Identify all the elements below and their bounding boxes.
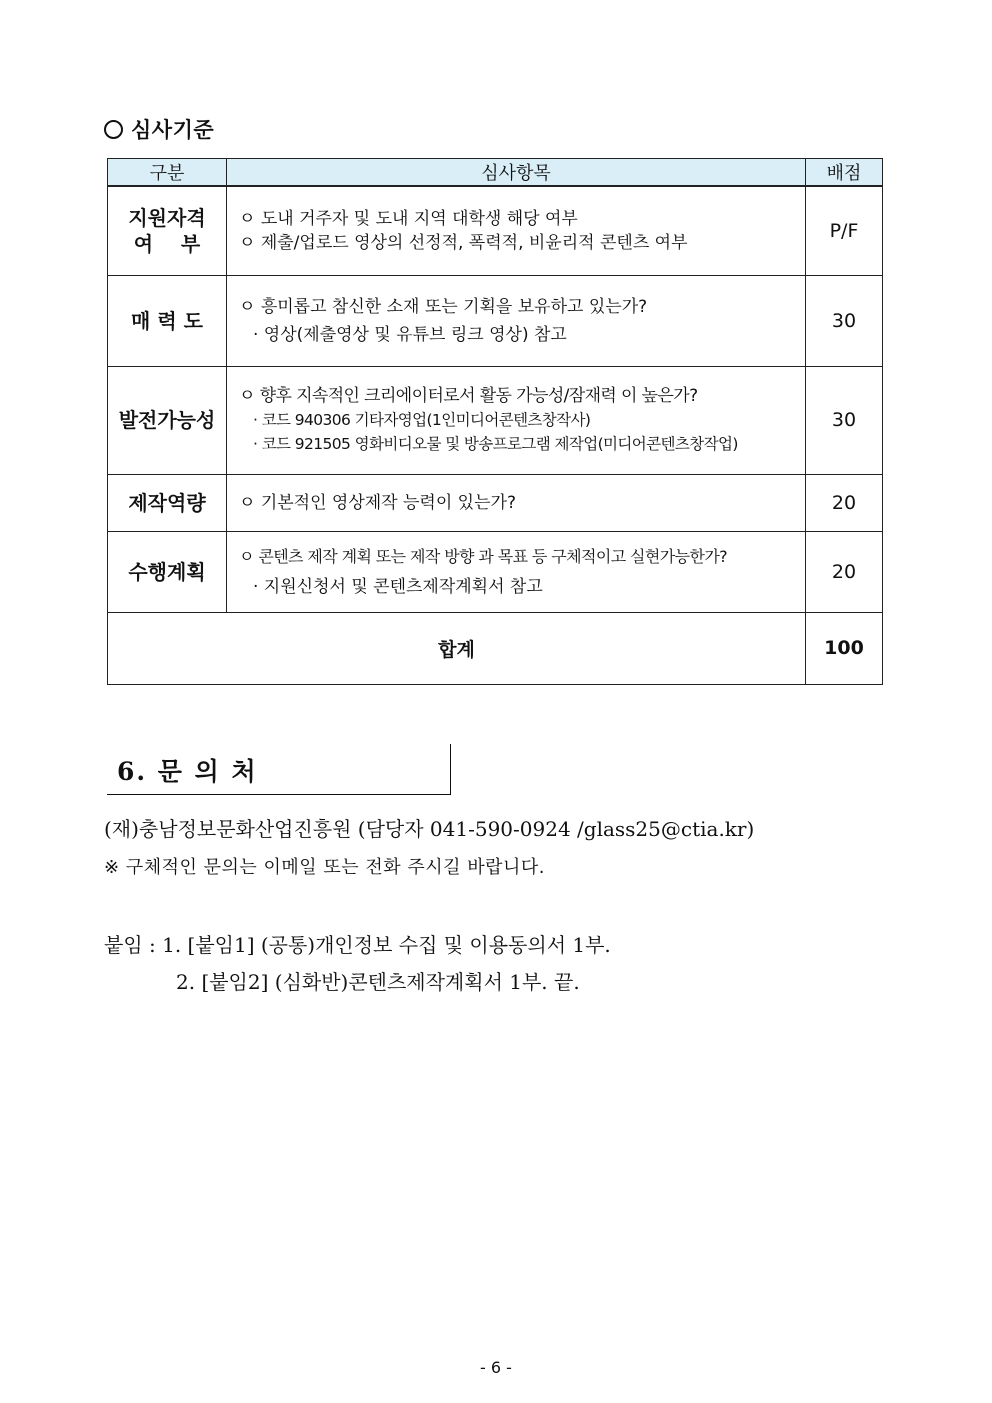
- items-cell: [227, 531, 806, 612]
- criteria-table: [107, 158, 883, 685]
- total-score: 100: [806, 612, 883, 684]
- score-cell: 20: [806, 474, 883, 531]
- page-number: - 6 -: [480, 1358, 512, 1377]
- criterion-text: ㅇ 흥미롭고 참신한 소재 또는 기획을 보유하고 있는가?: [239, 296, 648, 317]
- criterion-text: ㅇ 제출/업로드 영상의 선정적, 폭력적, 비윤리적 콘텐츠 여부: [239, 232, 688, 253]
- table-header-row: [108, 159, 883, 187]
- header-items: 심사항목: [227, 159, 806, 187]
- contact-heading-box: [107, 744, 451, 795]
- criterion-note: · 코드 921505 영화비디오물 및 방송프로그램 제작업(미디어콘텐츠창작업): [253, 435, 738, 453]
- category-cell: [108, 186, 227, 275]
- header-category: 구분: [108, 159, 227, 187]
- score-cell: 30: [806, 275, 883, 366]
- score-cell: 30: [806, 366, 883, 474]
- table-row: [108, 531, 883, 612]
- score-cell: 20: [806, 531, 883, 612]
- section-title: [104, 114, 214, 144]
- inquiry-note: ※ 구체적인 문의는 이메일 또는 전화 주시길 바랍니다.: [104, 857, 546, 878]
- table-row: [108, 275, 883, 366]
- table-row: [108, 186, 883, 275]
- category-label: 수행계획: [108, 531, 227, 612]
- contact-heading: 6. 문 의 처: [117, 757, 258, 786]
- criterion-text: ㅇ 도내 거주자 및 도내 지역 대학생 해당 여부: [239, 208, 578, 229]
- total-row: [108, 612, 883, 684]
- items-cell: [227, 366, 806, 474]
- category-label: 제작역량: [108, 474, 227, 531]
- criterion-note: · 영상(제출영상 및 유튜브 링크 영상) 참고: [253, 324, 567, 345]
- attachment-line-1: 붙임 : 1. [붙임1] (공통)개인정보 수집 및 이용동의서 1부.: [104, 933, 611, 957]
- items-cell: [227, 474, 806, 531]
- section-title-text: 심사기준: [131, 118, 215, 142]
- attachment-line-2: 2. [붙임2] (심화반)콘텐츠제작계획서 1부. 끝.: [176, 970, 580, 994]
- category-label: 여 부: [133, 231, 201, 256]
- items-cell: [227, 186, 806, 275]
- category-label: 발전가능성: [108, 366, 227, 474]
- criterion-text: ㅇ 기본적인 영상제작 능력이 있는가?: [239, 492, 516, 513]
- table-row: [108, 366, 883, 474]
- criterion-text: ㅇ 향후 지속적인 크리에이터로서 활동 가능성/잠재력 이 높은가?: [239, 386, 698, 406]
- circle-bullet-icon: [104, 120, 123, 139]
- criterion-note: · 코드 940306 기타자영업(1인미디어콘텐츠창작사): [253, 411, 591, 429]
- contact-line: (재)충남정보문화산업진흥원 (담당자 041-590-0924 /glass25@ctia.kr): [104, 817, 755, 841]
- category-label: 매 력 도: [108, 275, 227, 366]
- category-label: 지원자격: [128, 205, 206, 230]
- score-cell: P/F: [806, 186, 883, 275]
- table-row: [108, 474, 883, 531]
- header-score: 배점: [806, 159, 883, 187]
- items-cell: [227, 275, 806, 366]
- criterion-note: · 지원신청서 및 콘텐츠제작계획서 참고: [253, 576, 543, 597]
- total-label: 합계: [108, 612, 806, 684]
- criterion-text: ㅇ 콘텐츠 제작 계획 또는 제작 방향 과 목표 등 구체적이고 실현가능한가?: [239, 546, 728, 566]
